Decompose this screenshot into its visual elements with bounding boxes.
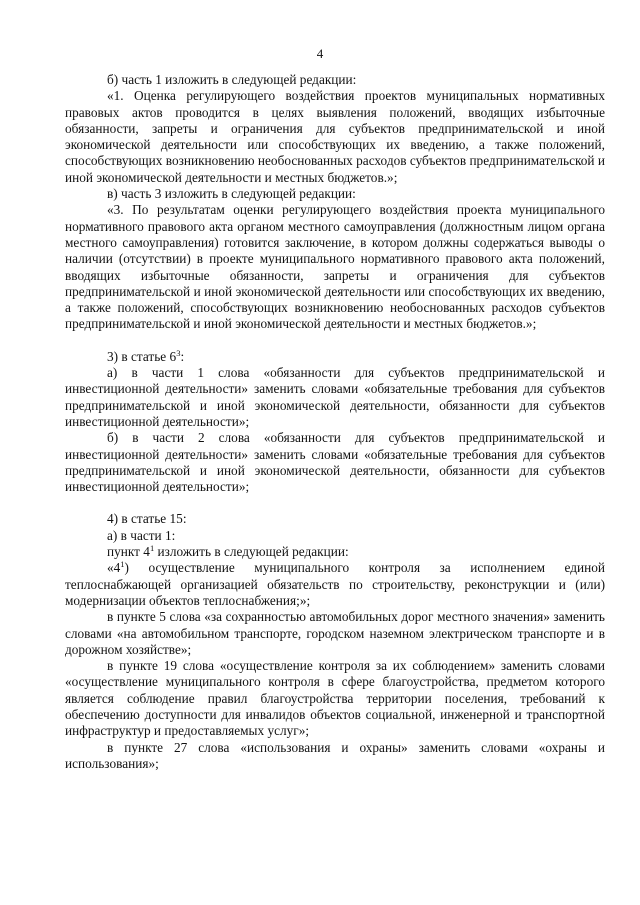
- paragraph-item-b-part-2: б) в части 2 слова «обязанности для субъектов предпринимательской и инвестиционной деятельности» заменить словами «обязательные требования для субъектов предпринимательской и иной экономической деятельности, обязанности для субъектов инвестиционной деятельности»;: [65, 430, 605, 495]
- text-fragment: изложить в следующей редакции:: [154, 544, 349, 560]
- paragraph-point-4-1-text: [65, 560, 605, 609]
- paragraph-point-5: в пункте 5 слова «за сохранностью автомобильных дорог местного значения» заменить словами «на автомобильном транспорте, городском наземном электрическом транспорте и в дорожном хозяйстве»;: [65, 609, 605, 657]
- paragraph-item-a-part-1: а) в части 1 слова «обязанности для субъектов предпринимательской и инвестиционной деятельности» заменить словами «обязательные требования для субъектов предпринимательской и иной экономической деятельности, обязанности для субъектов инвестиционной деятельности»;: [65, 365, 605, 429]
- paragraph-item-v-part-3: в) часть 3 изложить в следующей редакции:: [107, 186, 356, 202]
- page-number: 4: [316, 46, 324, 61]
- text-fragment: 3) в статье 6: [107, 348, 177, 364]
- superscript: 3: [176, 347, 181, 358]
- text-fragment: ) осуществление муниципального контроля за исполнением единой теплоснабжающей организацией обязательств по строительству, реконструкции и (или) модернизации объектов теплоснабжения;»;: [65, 560, 605, 608]
- paragraph-item-b-part-1: б) часть 1 изложить в следующей редакции:: [107, 72, 357, 87]
- superscript: 1: [120, 559, 125, 570]
- paragraph-article-6-3: [65, 349, 605, 365]
- paragraph-part-3-text: «3. По результатам оценки регулирующего воздействия проекта муниципального нормативного правового акта органом местного самоуправления (должностным лицом органа местного самоуправления) готовится заключение, в котором должны содержаться выводы о наличии (отсутствии) в проекте муниципального нормативного правового акта положений, вводящих избыточные обязанности, запреты и ограничения для субъектов предпринимательской и иной экономической деятельности или способствующих их введению, а также положений, способствующих возникновению необоснованных расходов субъектов предпринимательской и иной экономической деятельности и местных бюджетов.»;: [65, 202, 605, 332]
- superscript: 1: [149, 543, 155, 554]
- paragraph-article-15: 4) в статье 15:: [107, 511, 187, 527]
- paragraph-point-19: в пункте 19 слова «осуществление контроля за их соблюдением» заменить словами «осуществление муниципального контроля в сфере благоустройства, предметом которого является соблюдение правил благоустройства территории поселения, требований к обеспечению доступности для инвалидов объектов социальной, инженерной и транспортной инфраструктур и предоставляемых услуг»;: [65, 658, 605, 739]
- spacer: [65, 333, 605, 349]
- spacer: [65, 495, 605, 511]
- text-fragment: «4: [107, 560, 121, 576]
- text-fragment: :: [180, 348, 185, 364]
- paragraph-point-4-1: [65, 544, 605, 560]
- text-fragment: пункт 4: [107, 544, 150, 560]
- paragraph-part-1-text: «1. Оценка регулирующего воздействия проектов муниципальных нормативных правовых актов проводится в целях выявления положений, вводящих избыточные обязанности, запреты и ограничения для субъектов предпринимательской и иной экономической деятельности или способствующих их введению, а также положений, способствующих возникновению необоснованных расходов субъектов предпринимательской и иной экономической деятельности и местных бюджетов.»;: [65, 88, 605, 185]
- paragraph-item-a-part-1-article-15: а) в части 1:: [107, 527, 176, 543]
- paragraph-point-27: в пункте 27 слова «использования и охраны» заменить словами «охраны и использования»;: [65, 739, 605, 771]
- document-body: [65, 72, 605, 772]
